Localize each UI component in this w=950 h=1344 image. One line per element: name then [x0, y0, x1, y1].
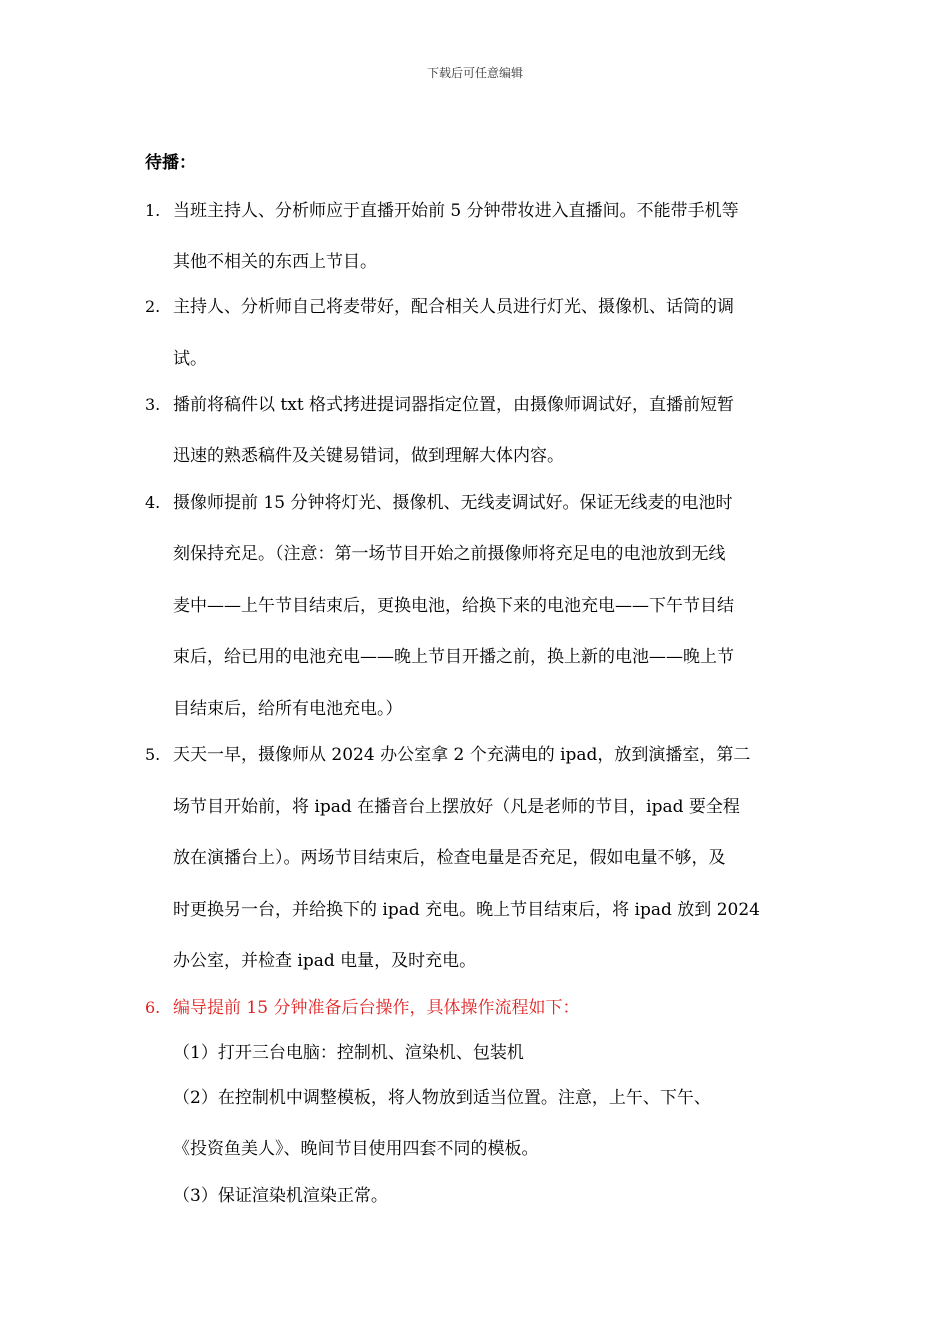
list-item-line: 其他不相关的东西上节目。 [173, 252, 377, 272]
list-item-line: 目结束后，给所有电池充电。） [173, 699, 403, 719]
list-item-line: 办公室，并检查 ipad 电量，及时充电。 [173, 951, 477, 971]
list-item-line: 试。 [173, 349, 207, 369]
list-item-line: 摄像师提前 15 分钟将灯光、摄像机、无线麦调试好。保证无线麦的电池时 [173, 493, 733, 513]
list-item-line: 编导提前 15 分钟准备后台操作，具体操作流程如下： [173, 998, 580, 1018]
list-item-line: 主持人、分析师自己将麦带好，配合相关人员进行灯光、摄像机、话筒的调 [173, 297, 734, 317]
list-item-line: 天天一早，摄像师从 2024 办公室拿 2 个充满电的 ipad，放到演播室，第二 [173, 745, 751, 765]
sub-item-line: （1）打开三台电脑：控制机、渲染机、包装机 [173, 1043, 524, 1063]
sub-item-line: （3）保证渲染机渲染正常。 [173, 1186, 388, 1206]
list-item-line: 当班主持人、分析师应于直播开始前 5 分钟带妆进入直播间。不能带手机等 [173, 201, 739, 221]
list-item-line: 时更换另一台，并给换下的 ipad 充电。晚上节目结束后，将 ipad 放到 2024 [173, 900, 760, 920]
list-item-line: 放在演播台上）。两场节目结束后，检查电量是否充足，假如电量不够，及 [173, 848, 726, 868]
sub-item-line: （2）在控制机中调整模板，将人物放到适当位置。注意，上午、下午、 [173, 1088, 711, 1108]
list-number: 3. [145, 395, 161, 414]
list-item-line: 刻保持充足。（注意：第一场节目开始之前摄像师将充足电的电池放到无线 [173, 544, 726, 564]
list-item-line: 场节目开始前，将 ipad 在播音台上摆放好（凡是老师的节目，ipad 要全程 [173, 797, 740, 817]
list-item-line: 束后，给已用的电池充电——晚上节目开播之前，换上新的电池——晚上节 [173, 647, 734, 667]
section-title: 待播： [145, 153, 196, 173]
page-header: 下载后可任意编辑 [426, 66, 523, 80]
list-number: 5. [145, 745, 161, 764]
list-item-line: 播前将稿件以 txt 格式拷进提词器指定位置，由摄像师调试好，直播前短暂 [173, 395, 735, 415]
list-number: 1. [145, 201, 161, 220]
list-item-line: 迅速的熟悉稿件及关键易错词，做到理解大体内容。 [173, 446, 564, 466]
list-number: 2. [145, 297, 161, 316]
list-number: 4. [145, 493, 161, 512]
sub-item-line: 《投资鱼美人》、晚间节目使用四套不同的模板。 [173, 1139, 539, 1159]
list-number: 6. [145, 998, 161, 1017]
list-item-line: 麦中——上午节目结束后，更换电池，给换下来的电池充电——下午节目结 [173, 596, 734, 616]
